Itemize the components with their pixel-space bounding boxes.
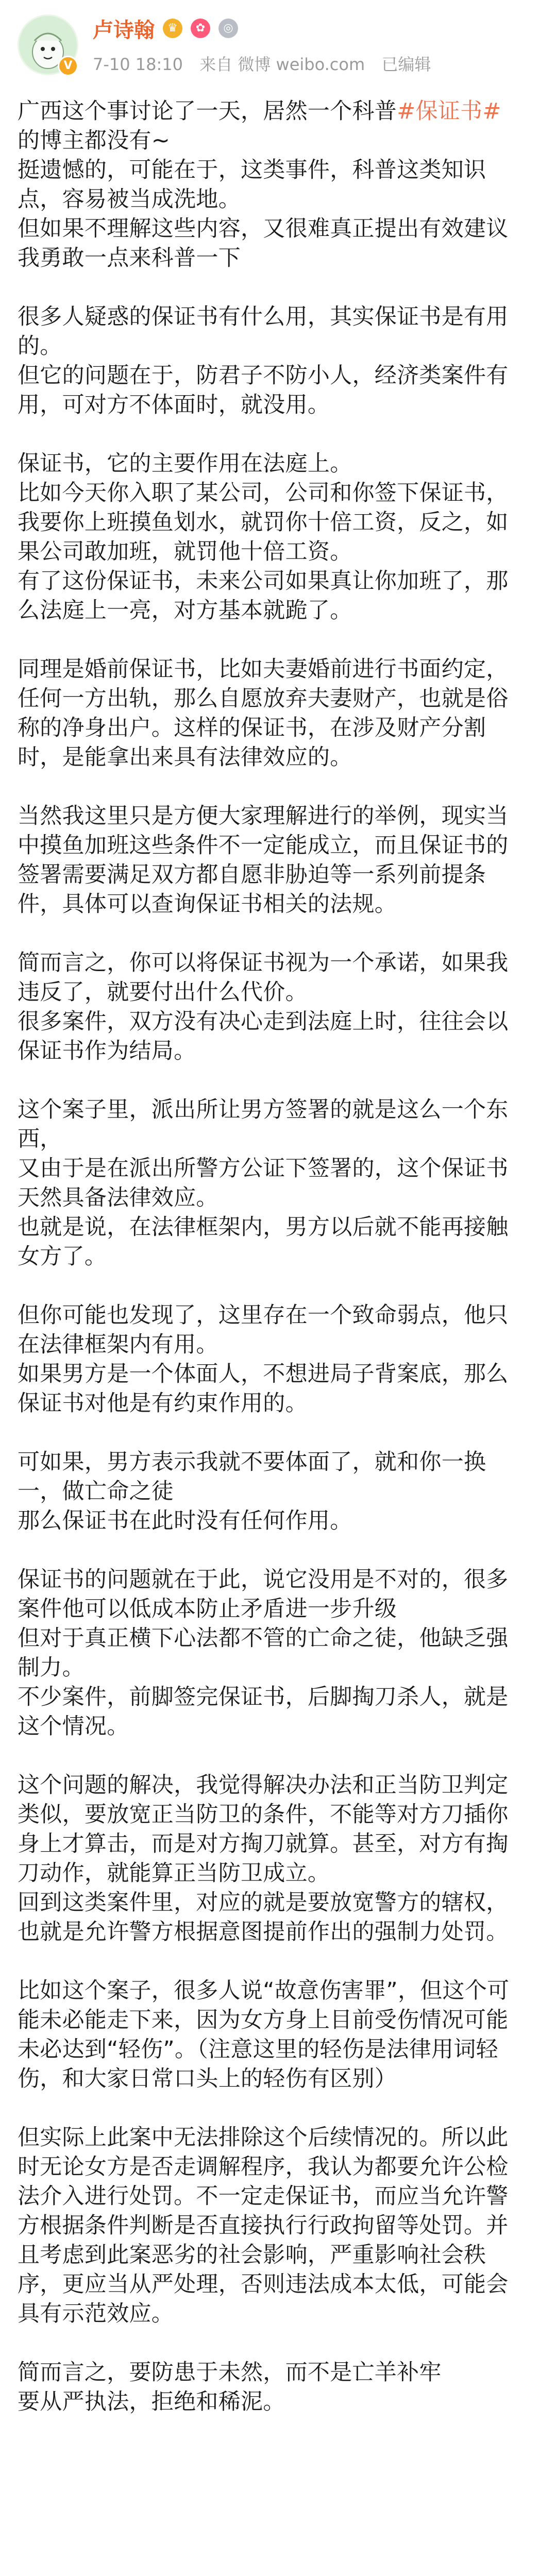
post-text-line: 但对于真正横下心法都不管的亡命之徒，他缺乏强 xyxy=(18,1625,509,1651)
post-text-line: 刀动作，就能算正当防卫成立。 xyxy=(18,1860,330,1886)
post-paragraph xyxy=(18,2358,541,2417)
post-paragraph xyxy=(18,1301,541,1418)
post-text-line: 要从严执法，拒绝和稀泥。 xyxy=(18,2389,285,2415)
post-text-line: 简而言之，你可以将保证书视为一个承诺，如果我 xyxy=(18,950,509,976)
author-name[interactable]: 卢诗翰 xyxy=(93,18,155,42)
edited-label: 已编辑 xyxy=(381,55,431,74)
post-source: 来自 微博 weibo.com xyxy=(199,55,365,74)
post-paragraph xyxy=(18,1448,541,1536)
post-text-line: 保证书，它的主要作用在法庭上。 xyxy=(18,451,352,477)
post-paragraph xyxy=(18,1095,541,1272)
post-text-line: 那么保证书在此时没有任何作用。 xyxy=(18,1508,352,1534)
post-text-line: 有了这份保证书，未来公司如果真让你加班了，那 xyxy=(18,568,509,594)
post-text-line: 女方了。 xyxy=(18,1244,107,1269)
post-text-line: 中摸鱼加班这些条件不一定能成立，而且保证书的 xyxy=(18,833,509,858)
post-text-line: 保证书的问题就在于此，说它没用是不对的，很多 xyxy=(18,1567,509,1592)
post-text-line: 制力。 xyxy=(18,1655,85,1681)
post-text-line: 一，做亡命之徒 xyxy=(18,1479,174,1504)
post-text-line: 很多人疑惑的保证书有什么用，其实保证书是有用 xyxy=(18,304,509,330)
post-text-line: 也就是允许警方根据意图提前作出的强制力处罚。 xyxy=(18,1919,509,1945)
post-paragraph xyxy=(18,948,541,1066)
post-paragraph xyxy=(18,655,541,772)
post-text-line: 这个情况。 xyxy=(18,1714,129,1739)
post-text-line: 回到这类案件里，对应的就是要放宽警方的辖权， xyxy=(18,1890,509,1916)
verified-badge-icon: V xyxy=(58,56,78,76)
post-text-line: 能未必能走下来，因为女方身上目前受伤情况可能 xyxy=(18,2007,509,2033)
post-text-line: 但它的问题在于，防君子不防小人，经济类案件有 xyxy=(18,363,509,388)
post-text-line: 称的净身出户。这样的保证书，在涉及财产分割 xyxy=(18,715,486,741)
post-text-line: 的。 xyxy=(18,333,62,359)
post-text-line: 保证书作为结局。 xyxy=(18,1038,196,1064)
post-text-line: 这个问题的解决，我觉得解决办法和正当防卫判定 xyxy=(18,1772,509,1798)
post-text-line: 未必达到“轻伤”。（注意这里的轻伤是法律用词轻 xyxy=(18,2037,498,2062)
post-text-line: 当然我这里只是方便大家理解进行的举例，现实当 xyxy=(18,803,509,829)
post-time: 7-10 18:10 xyxy=(93,55,183,74)
post-paragraph xyxy=(18,1565,541,1741)
post-paragraph xyxy=(18,802,541,919)
post-paragraph xyxy=(18,1771,541,1947)
post-header xyxy=(0,0,556,90)
post-text-line: 具有示范效应。 xyxy=(18,2301,174,2327)
crown-icon: ♛ xyxy=(163,19,182,38)
hashtag-link[interactable]: #保证书# xyxy=(397,98,501,124)
post-text-line: 比如这个案子，很多人说“故意伤害罪”，但这个可 xyxy=(18,1978,510,2004)
post-text-line: 违反了，就要付出什么代价。 xyxy=(18,979,308,1005)
post-text-line: 保证书对他是有约束作用的。 xyxy=(18,1391,308,1416)
post-text-line: 任何一方出轨，那么自愿放弃夫妻财产，也就是俗 xyxy=(18,686,509,711)
post-meta xyxy=(93,52,442,75)
post-text-line: 很多案件，双方没有决心走到法庭上时，往往会以 xyxy=(18,1009,509,1035)
post-text-line: 的博主都没有~ xyxy=(18,128,171,154)
post-text-line: 身上才算击，而是对方掏刀就算。甚至，对方有掏 xyxy=(18,1831,509,1857)
post-text-line: 用，可对方不体面时，就没用。 xyxy=(18,392,330,418)
post-text-line: 但如果不理解这些内容，又很难真正提出有效建议 xyxy=(18,216,509,242)
post-text-line: 但实际上此案中无法排除这个后续情况的。所以此 xyxy=(18,2125,509,2150)
post-text-line: 比如今天你入职了某公司，公司和你签下保证书， xyxy=(18,480,509,506)
post-text-line: 在法律框架内有用。 xyxy=(18,1332,218,1358)
post-paragraph xyxy=(18,2123,541,2329)
post-text-line: 可如果，男方表示我就不要体面了，就和你一换 xyxy=(18,1449,486,1475)
post-text-line: 也就是说，在法律框架内，男方以后就不能再接触 xyxy=(18,1214,509,1240)
post-text-line: 挺遗憾的，可能在于，这类事件，科普这类知识 xyxy=(18,157,486,183)
post-text-line: 如果男方是一个体面人，不想进局子背案底，那么 xyxy=(18,1361,509,1387)
post-paragraph xyxy=(18,97,541,273)
post-text-line: 简而言之，要防患于未然，而不是亡羊补牢 xyxy=(18,2360,442,2385)
post-text-line: 方根据条件判断是否直接执行行政拘留等处罚。并 xyxy=(18,2213,509,2239)
post-text-line: 不少案件，前脚签完保证书，后脚掏刀杀人，就是 xyxy=(18,1684,509,1710)
author-line xyxy=(93,15,238,41)
post-text-line: 法介入进行处罚。不一定走保证书，而应当允许警 xyxy=(18,2183,509,2209)
post-text-line xyxy=(18,97,541,126)
post-text: 广西这个事讨论了一天，居然一个科普 xyxy=(18,98,397,124)
pig-icon: ✿ xyxy=(191,19,210,38)
post-paragraph xyxy=(18,302,541,420)
post-text-line: 伤，和大家日常口头上的轻伤有区别） xyxy=(18,2066,397,2092)
medal-icon: ◎ xyxy=(218,19,238,38)
post-paragraph xyxy=(18,1976,541,2094)
post-text-line: 点，容易被当成洗地。 xyxy=(18,187,241,212)
post-text-line: 时无论女方是否走调解程序，我认为都要允许公检 xyxy=(18,2154,509,2180)
post-text-line: 这个案子里，派出所让男方签署的就是这么一个东 xyxy=(18,1097,509,1123)
post-text-line: 又由于是在派出所警方公证下签署的，这个保证书 xyxy=(18,1156,509,1181)
post-text-line: 且考虑到此案恶劣的社会影响，严重影响社会秩 xyxy=(18,2242,486,2268)
post-text-line: 但你可能也发现了，这里存在一个致命弱点，他只 xyxy=(18,1302,509,1328)
post-text-line: 同理是婚前保证书，比如夫妻婚前进行书面约定， xyxy=(18,656,509,682)
post-text-line: 序，更应当从严处理，否则违法成本太低，可能会 xyxy=(18,2272,509,2297)
post-text-line: 我要你上班摸鱼划水，就罚你十倍工资，反之，如 xyxy=(18,510,509,535)
post-text-line: 我勇敢一点来科普一下 xyxy=(18,245,241,271)
post-text-line: 签署需要满足双方都自愿非胁迫等一系列前提条 xyxy=(18,862,486,888)
post-text-line: 时，是能拿出来具有法律效应的。 xyxy=(18,744,352,770)
post-text-line: 西， xyxy=(18,1126,62,1152)
post-text-line: 件，具体可以查询保证书相关的法规。 xyxy=(18,891,397,917)
post-text-line: 天然具备法律效应。 xyxy=(18,1185,218,1211)
post-paragraph xyxy=(18,449,541,625)
post-text-line: 类似，要放宽正当防卫的条件，不能等对方刀插你 xyxy=(18,1802,509,1827)
post-body xyxy=(18,97,541,2446)
post-text-line: 么法庭上一亮，对方基本就跪了。 xyxy=(18,598,352,623)
post-text-line: 果公司敢加班，就罚他十倍工资。 xyxy=(18,539,352,565)
post-text-line: 案件他可以低成本防止矛盾进一步升级 xyxy=(18,1596,397,1622)
